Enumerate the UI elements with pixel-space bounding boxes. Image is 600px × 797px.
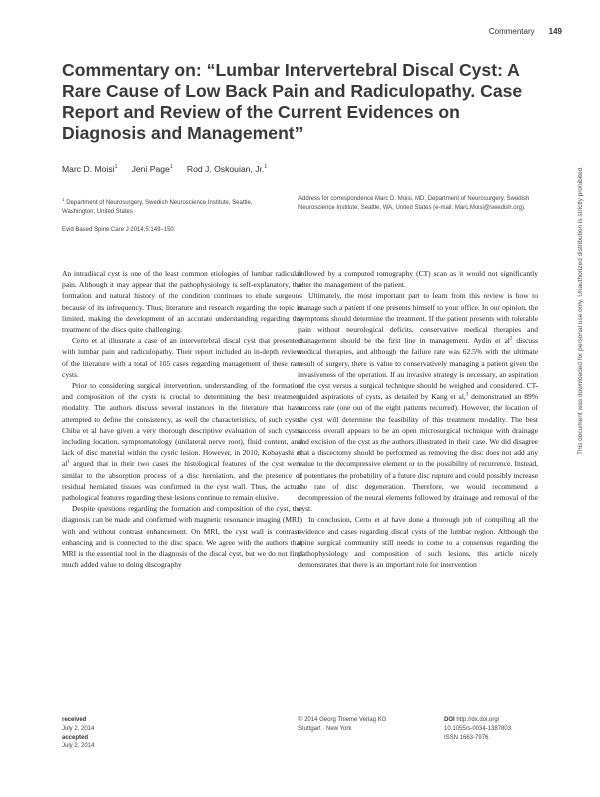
author: Rod J. Oskouian, Jr.$^1$ xyxy=(186,164,268,174)
paragraph: Certo et al illustrate a case of an intervertebral discal cyst that presented with lumbar pain and radiculopathy. Their report included an in-depth review of the literature with a total of 105 cases regarding management of these rare cysts. xyxy=(62,336,302,379)
paragraph: Prior to considering surgical intervention, understanding of the formation and composition of the cysts is crucial to determining the best treatment modality. The authors discuss several instances in the literature that have attempted to define the consistency, as well the characteristics, of such cysts. Chiba et al have given a very thorough descriptive evaluation of such cysts, including location, symptomatology (unilateral nerve root), fluid content, and lack of disc material within the cystic lesion. However, in 2010, Kobayashi et $al^1$ argued that in their two cases the histological features of the cyst were similar to the absorption process of a disc herniation, and the presence of residual herniated tissues was confirmed in the cyst wall. Thus, the actual pathological features regarding these lesions continue to remain elusive. xyxy=(62,381,302,503)
doi-link[interactable]: http://dx.doi.org/ xyxy=(456,717,500,723)
article-title: Commentary on: “Lumbar Intervertebral Discal Cyst: A Rare Cause of Low Back Pain and Radiculopathy. Case Report and Review of the Current Evidences on Diagnosis and Management” xyxy=(62,60,523,143)
paragraph: Despite questions regarding the formation and composition of the cyst, the diagnosis can be made and confirmed with magnetic resonance imaging (MRI) with and without contrast enhancement. On MRI, the cyst wall is contrast-enhancing and is connected to the disc space. We agree with the authors that MRI is the essential tool in the diagnosis of the discal cyst, but we do not find much added value to doing discography xyxy=(62,504,302,570)
citation: Evid Based Spine Care J 2014;5:149–150. xyxy=(62,227,176,233)
publisher-block: © 2014 Georg Thieme Verlag KG Stuttgart · New York xyxy=(298,717,387,732)
running-header-section: Commentary xyxy=(488,27,535,36)
affiliation: $^1$ Department of Neurosurgery, Swedish Neuroscience Institute, Seattle, Washington, United States xyxy=(62,197,253,215)
author-list xyxy=(62,164,267,174)
page-number: 149 xyxy=(548,27,562,36)
paragraph: An intradiscal cyst is one of the least common etiologies of lumbar radicular pain. Although it may appear that the pathophysiology is self-explanatory, the formation and natural history of the condition continues to elude surgeons because of its infrequency. Thus, literature and research regarding the topic is limited, making the development of an accurate understanding regarding the treatment of the discs quite challenging. xyxy=(62,269,302,335)
paragraph: Ultimately, the most important part to learn from this review is how to manage such a patient if one presents himself to your office. In our opinion, the symptoms should determine the treatment. If the patient presents with tolerable pain without neurological deficits, conservative medical therapies and management should be the first line in management. Aydin et $al^2$ discuss medical therapies, and although the failure rate was 62.5% with the ultimate result of surgery, there is value to conservatively managing a patient given the invasiveness of the operation. If an invasive strategy is necessary, an aspiration of the cyst versus a surgical technique should be weighed and considered. CT-guided aspirations of cysts, as detailed by Kang et al,$^3$ demonstrated an 89% success rate (one out of the eight patients recurred). However, the location of the cyst will determine the feasibility of this treatment modality. The best success overall appears to be an open microsurgical technique with drainage and excision of the cyst as the authors illustrated in their case. We did disagree that a discectomy should be performed as removing the disc does not add any value to the decompressive element or to the possibility of recurrence. Instead, it potentiates the probability of a future disc rupture and could possibly increase the rate of disc degeneration. Therefore, we would recommend a decompression of the neural elements followed by drainage and removal of the cyst. xyxy=(298,291,538,514)
author: Marc D. Moisi$^1$ xyxy=(62,164,118,174)
paragraph: followed by a computed tomography (CT) scan as it would not significantly alter the management of the patient. xyxy=(298,269,538,290)
dates-block: received July 2, 2014 accepted July 2, 2014 xyxy=(62,717,95,750)
correspondence-address: Address for correspondence Marc D. Moisi, MD, Department of Neurosurgery, Swedish Neuroscience Institute, Seattle, WA, United States (e-mail: Marc.Moisi@swedish.org). xyxy=(298,196,530,211)
body-column-right xyxy=(298,268,538,570)
paragraph: In conclusion, Certo et al have done a thorough job of compiling all the evidence and cases regarding discal cysts of the lumbar region. Although the spine surgical community still needs to come to a consensus regarding the pathophysiology and composition of such lesions, this article nicely demonstrates that there is an important role for intervention xyxy=(298,515,538,570)
doi-block: DOI http://dx.doi.org/ 10.1055/s-0034-1387803. ISSN 1663-7976. xyxy=(444,717,513,741)
author: Jeni Page$^1$ xyxy=(131,164,173,174)
body-column-left xyxy=(62,268,302,570)
running-header xyxy=(489,27,562,36)
download-notice: This document was downloaded for personal use only. Unauthorized distribution is strictly prohibited. xyxy=(576,165,584,455)
